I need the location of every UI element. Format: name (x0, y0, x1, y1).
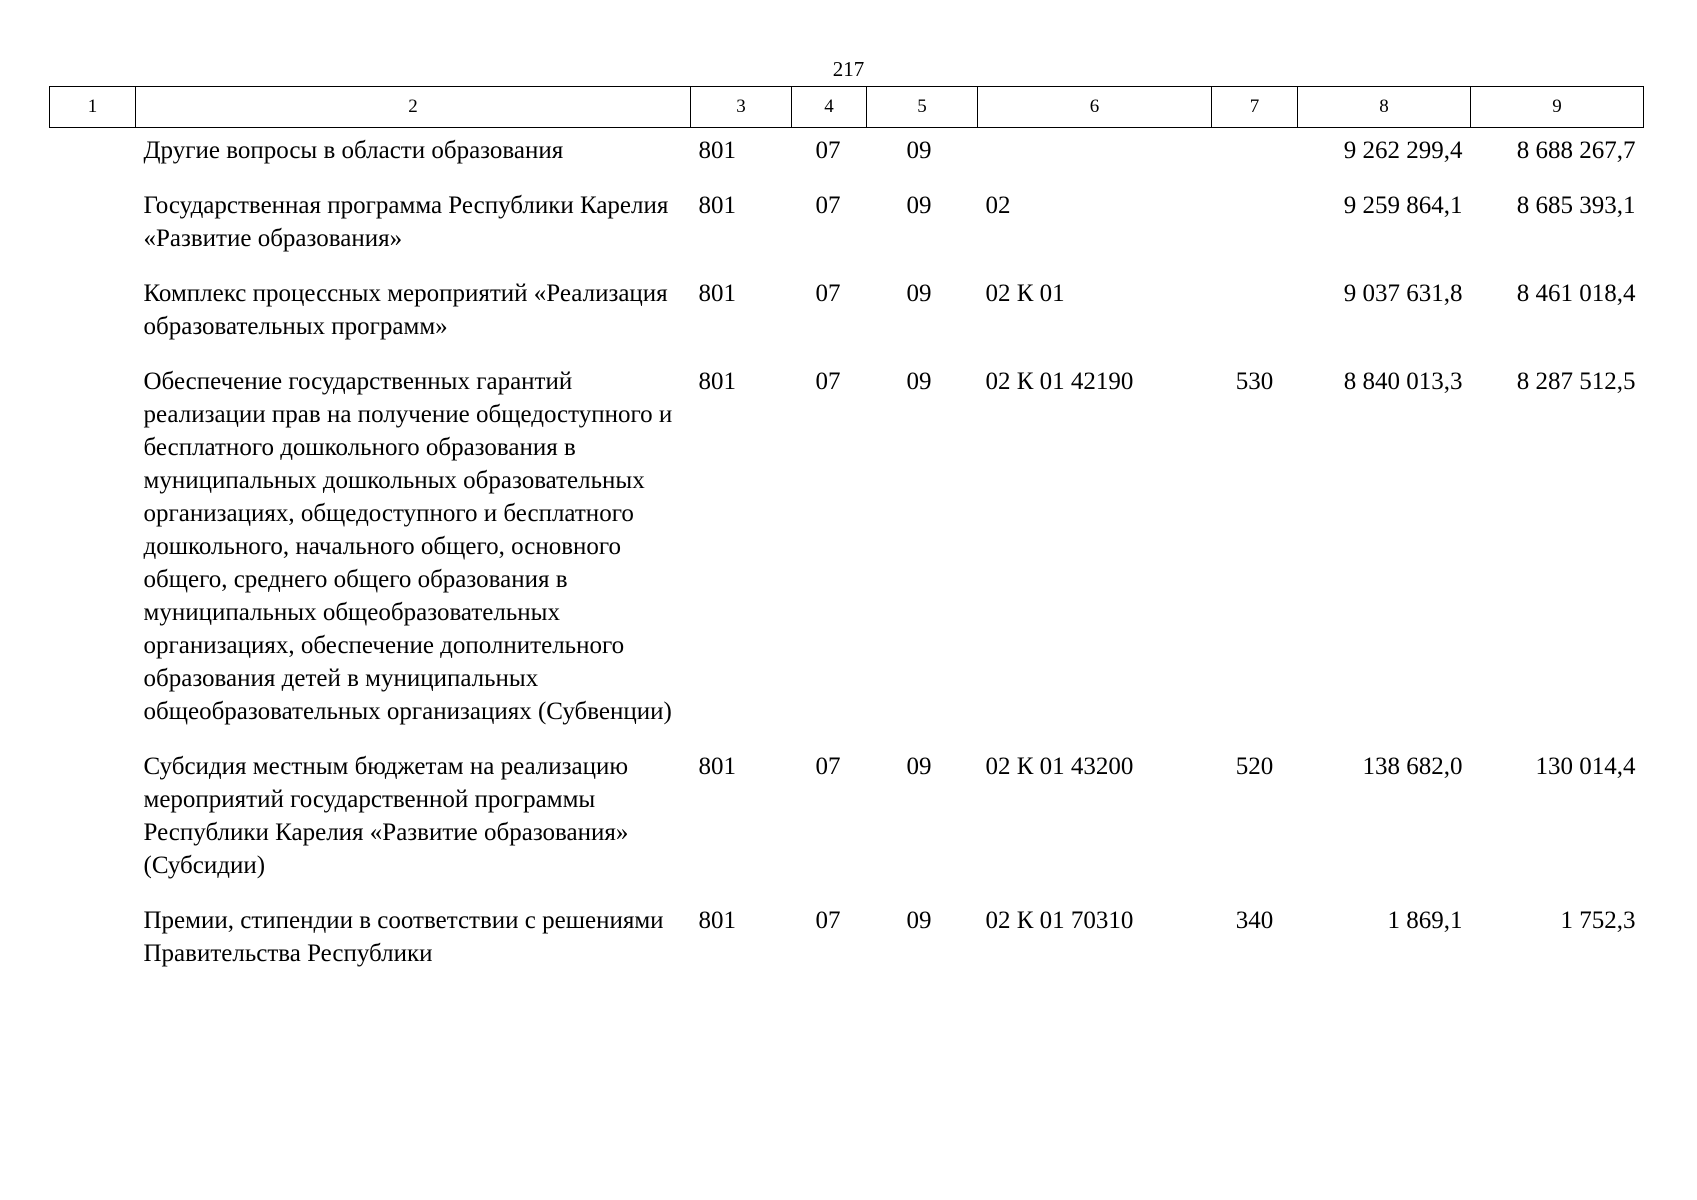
code-gr: 801 (698, 137, 736, 164)
code-rz: 07 (815, 907, 841, 934)
code-rz: 07 (815, 753, 841, 780)
code-gr: 801 (698, 368, 736, 395)
amount-col-8: 1 869,1 (1387, 907, 1463, 934)
code-rz: 07 (815, 137, 841, 164)
header-cell: 6 (978, 87, 1212, 128)
header-cell: 5 (867, 87, 978, 128)
code-rz: 07 (815, 192, 841, 219)
code-gr: 801 (698, 280, 736, 307)
code-gr: 801 (698, 907, 736, 934)
amount-col-9: 8 688 267,7 (1516, 137, 1636, 164)
row-number (50, 896, 136, 984)
amount-col-8: 138 682,0 (1362, 753, 1463, 780)
code-vr (1212, 181, 1298, 269)
header-row (50, 87, 1644, 128)
table-row (50, 269, 1644, 357)
table-row (50, 742, 1644, 896)
row-number (50, 181, 136, 269)
code-vr (1212, 269, 1298, 357)
code-pr: 09 (906, 280, 932, 307)
code-csr: 02 К 01 70310 (985, 907, 1134, 934)
header-cell: 7 (1212, 87, 1298, 128)
budget-table (49, 86, 1644, 984)
header-cell: 2 (136, 87, 691, 128)
header-cell: 4 (792, 87, 867, 128)
item-name: Другие вопросы в области образования (143, 137, 564, 164)
item-name: Субсидия местным бюджетам на реализацию мероприятий государственной программы Республики Карелия «Развитие образования» (Субсидии) (143, 753, 629, 879)
amount-col-9: 8 685 393,1 (1516, 192, 1636, 219)
header-cell: 1 (50, 87, 136, 128)
code-pr: 09 (906, 907, 932, 934)
row-number (50, 742, 136, 896)
code-gr: 801 (698, 753, 736, 780)
table-row (50, 181, 1644, 269)
amount-col-8: 9 262 299,4 (1343, 137, 1463, 164)
code-pr: 09 (906, 368, 932, 395)
amount-col-9: 130 014,4 (1535, 753, 1636, 780)
amount-col-9: 1 752,3 (1560, 907, 1636, 934)
amount-col-8: 9 259 864,1 (1343, 192, 1463, 219)
header-cell: 9 (1471, 87, 1644, 128)
code-vr: 520 (1235, 753, 1274, 780)
amount-col-9: 8 287 512,5 (1516, 368, 1636, 395)
table-row (50, 357, 1644, 742)
page-number: 217 (832, 57, 865, 81)
item-name: Обеспечение государственных гарантий реализации прав на получение общедоступного и бесплатного дошкольного образования в муниципальных дошкольных образовательных организациях, общедоступного и бесплатного дошкольного, начального общего, основного общего, среднего общего образования в муниципальных общеобразовательных организациях, обеспечение дополнительного образования детей в муниципальных общеобразовательных организациях (Субвенции) (143, 368, 673, 725)
code-csr: 02 К 01 (985, 280, 1065, 307)
code-csr (978, 128, 1212, 182)
item-name: Премии, стипендии в соответствии с решениями Правительства Республики (143, 907, 664, 967)
item-name: Комплекс процессных мероприятий «Реализация образовательных программ» (143, 280, 668, 340)
code-vr (1212, 128, 1298, 182)
row-number (50, 269, 136, 357)
amount-col-9: 8 461 018,4 (1516, 280, 1636, 307)
code-vr: 340 (1235, 907, 1274, 934)
table-row (50, 128, 1644, 182)
row-number (50, 128, 136, 182)
code-vr: 530 (1235, 368, 1274, 395)
code-csr: 02 К 01 42190 (985, 368, 1134, 395)
code-csr: 02 (985, 192, 1011, 219)
header-cell: 3 (691, 87, 792, 128)
code-rz: 07 (815, 280, 841, 307)
code-pr: 09 (906, 753, 932, 780)
code-pr: 09 (906, 137, 932, 164)
table-row (50, 896, 1644, 984)
code-csr: 02 К 01 43200 (985, 753, 1134, 780)
code-pr: 09 (906, 192, 932, 219)
item-name: Государственная программа Республики Карелия «Развитие образования» (143, 192, 669, 252)
header-cell: 8 (1298, 87, 1471, 128)
amount-col-8: 9 037 631,8 (1343, 280, 1463, 307)
amount-col-8: 8 840 013,3 (1343, 368, 1463, 395)
code-gr: 801 (698, 192, 736, 219)
row-number (50, 357, 136, 742)
code-rz: 07 (815, 368, 841, 395)
